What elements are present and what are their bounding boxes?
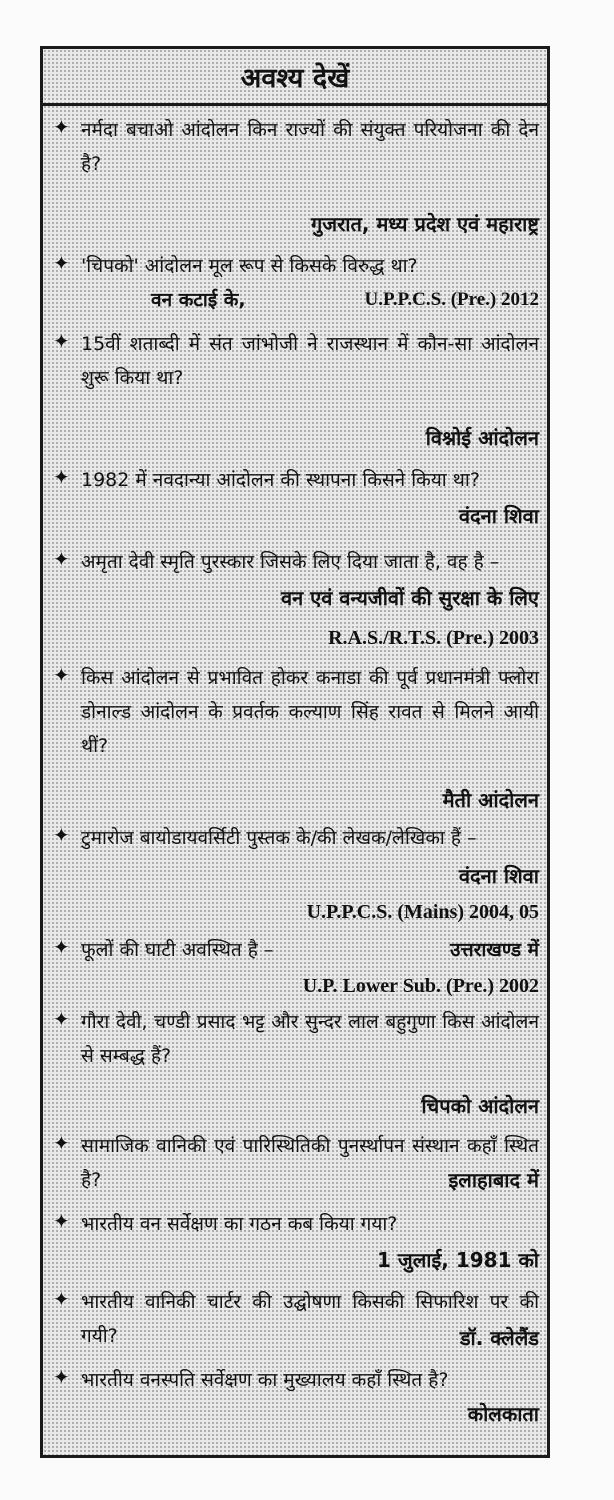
question-text: भारतीय वनस्पति सर्वेक्षण का मुख्यालय कहाँ स्थित है? [81, 1369, 449, 1391]
bullet-icon: ✦ [53, 823, 70, 847]
answer-text: कोलकाता [467, 1402, 539, 1426]
question-item [53, 1363, 539, 1397]
question-item [53, 327, 539, 395]
question-text: टुमारोज बायोडायवर्सिटी पुस्तक के/की लेखक/लेखिका हैं – [81, 827, 477, 849]
bullet-icon: ✦ [53, 1365, 70, 1389]
question-text: फूलों की घाटी अवस्थित है – [81, 939, 274, 961]
question-item [53, 661, 539, 763]
answer-text: वंदना शिवा [458, 504, 539, 528]
answer-text: मैती आंदोलन [442, 788, 539, 812]
bullet-icon: ✦ [53, 251, 70, 275]
answer-text: इलाहाबाद में [448, 1168, 539, 1192]
question-item [53, 463, 539, 497]
question-item [53, 113, 539, 181]
question-item [53, 1207, 539, 1241]
exam-source: U.P.P.C.S. (Pre.) 2012 [364, 289, 539, 310]
exam-source: U.P. Lower Sub. (Pre.) 2002 [302, 975, 539, 997]
answer-text: वंदना शिवा [458, 864, 539, 888]
question-text: अमृता देवी स्मृति पुरस्कार जिसके लिए दिया जाता है, वह है – [81, 551, 500, 573]
question-text: भारतीय वानिकी चार्टर की उद्घोषणा किसकी सिफारिश पर की गयी? [81, 1291, 539, 1347]
answer-text: 1 जुलाई, 1981 को [376, 1248, 539, 1272]
box-title: अवश्य देखें [43, 49, 547, 106]
question-text: सामाजिक वानिकी एवं पारिस्थितिकी पुनर्स्थापन संस्थान कहाँ स्थित है? [81, 1135, 539, 1191]
bullet-icon: ✦ [53, 1131, 70, 1155]
bullet-icon: ✦ [53, 1209, 70, 1233]
answer-text: वन एवं वन्यजीवों की सुरक्षा के लिए [280, 586, 539, 610]
question-item [53, 1005, 539, 1073]
answer-text: विश्नोई आंदोलन [425, 426, 539, 450]
bullet-icon: ✦ [53, 1287, 70, 1311]
exam-source: U.P.P.C.S. (Mains) 2004, 05 [306, 901, 539, 923]
bullet-icon: ✦ [53, 663, 70, 687]
question-item [53, 545, 539, 579]
question-text: 1982 में नवदान्या आंदोलन की स्थापना किसने किया था? [81, 469, 480, 491]
bullet-icon: ✦ [53, 115, 70, 139]
bullet-icon: ✦ [53, 547, 70, 571]
question-item [53, 821, 539, 855]
exam-source: R.A.S./R.T.S. (Pre.) 2003 [328, 627, 539, 649]
must-see-box [40, 46, 550, 1458]
question-text: गौरा देवी, चण्डी प्रसाद भट्ट और सुन्दर लाल बहुगुणा किस आंदोलन से सम्बद्ध हैं? [81, 1011, 539, 1067]
question-text: 'चिपको' आंदोलन मूल रूप से किसके विरुद्ध था? [81, 255, 418, 277]
question-item [53, 249, 539, 283]
question-text: किस आंदोलन से प्रभावित होकर कनाडा की पूर्व प्रधानमंत्री फ्लोरा डोनाल्ड आंदोलन के प्रवर्तक कल्याण सिंह रावत से मिलने आयी थीं? [81, 667, 539, 757]
bullet-icon: ✦ [53, 465, 70, 489]
answer-text: चिपको आंदोलन [421, 1094, 539, 1118]
question-text: भारतीय वन सर्वेक्षण का गठन कब किया गया? [81, 1213, 398, 1235]
question-text: 15वीं शताब्दी में संत जांभोजी ने राजस्थान में कौन-सा आंदोलन शुरू किया था? [81, 333, 539, 389]
bullet-icon: ✦ [53, 935, 70, 959]
answer-text: वन कटाई के, [151, 289, 246, 311]
bullet-icon: ✦ [53, 329, 70, 353]
answer-text: डॉ. क्लेलैंड [459, 1326, 539, 1350]
answer-text: उत्तराखण्ड में [450, 939, 539, 961]
question-text: नर्मदा बचाओ आंदोलन किन राज्यों की संयुक्त परियोजना की देन है? [81, 119, 539, 175]
bullet-icon: ✦ [53, 1007, 70, 1031]
answer-text: गुजरात, मध्य प्रदेश एवं महाराष्ट्र [311, 212, 539, 236]
